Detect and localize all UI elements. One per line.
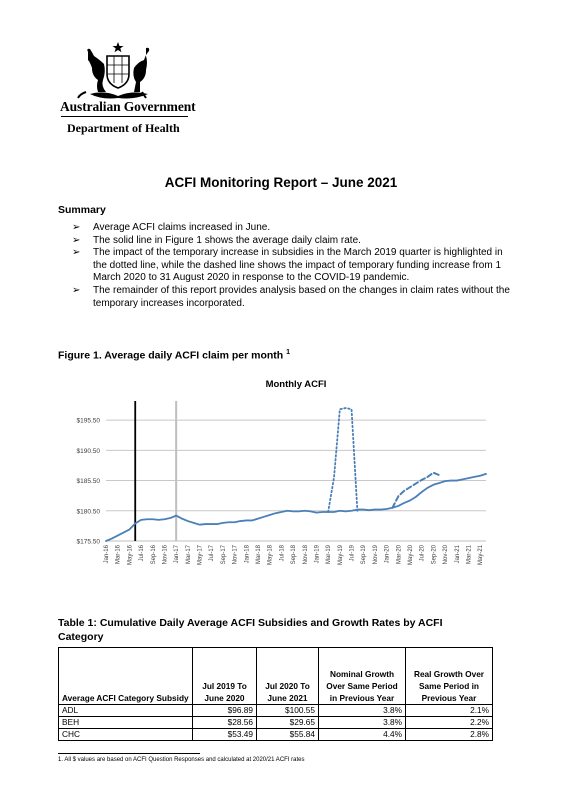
figure-caption-text: Figure 1. Average daily ACFI claim per month — [58, 349, 284, 362]
x-tick-label: Jan-19 — [314, 545, 321, 564]
column-header: Jul 2020 To June 2021 — [257, 648, 319, 705]
y-tick-label: $190.50 — [76, 447, 100, 455]
y-tick-label: $175.50 — [76, 538, 100, 546]
x-tick-label: Jul-20 — [419, 545, 426, 562]
summary-heading: Summary — [58, 204, 106, 216]
table-cell: CHC — [59, 729, 193, 741]
x-tick-label: May-17 — [197, 545, 204, 566]
x-tick-label: Mar-21 — [466, 545, 473, 565]
x-tick-label: Jan-16 — [104, 545, 110, 564]
x-tick-label: May-20 — [408, 545, 414, 566]
table-cell: $28.56 — [193, 717, 257, 729]
table-row — [59, 717, 493, 729]
table-cell: $55.84 — [257, 729, 319, 741]
table-cell: BEH — [59, 717, 193, 729]
x-tick-label: Mar-17 — [185, 545, 192, 565]
x-tick-label: May-18 — [267, 545, 274, 566]
x-tick-label: Jan-20 — [384, 545, 391, 564]
x-tick-label: Mar-20 — [396, 545, 403, 565]
summary-bullet-text: Average ACFI claims increased in June. — [93, 222, 271, 233]
y-tick-label: $185.50 — [76, 478, 100, 486]
chart-svg — [76, 375, 516, 580]
footnote: 1. All $ values are based on ACFI Question Responses and calculated at 2020/21 ACFI rates — [58, 757, 305, 763]
table-cell: 3.8% — [319, 705, 406, 717]
x-tick-label: Nov-16 — [162, 545, 169, 565]
x-tick-label: Sep-17 — [220, 545, 227, 565]
x-tick-label: Nov-19 — [372, 545, 379, 565]
y-tick-label: $195.50 — [76, 417, 100, 425]
figure-caption — [58, 349, 290, 362]
chart-title: Monthly ACFI — [265, 379, 327, 390]
x-tick-label: May-16 — [127, 545, 134, 566]
table-title: Table 1: Cumulative Daily Average ACFI Subsidies and Growth Rates by ACFI Category — [58, 617, 443, 643]
series-line-dotted — [328, 408, 357, 512]
summary-bullet-text: The remainder of this report provides analysis based on the changes in claim rates without the temporary increases incorporated. — [93, 284, 510, 309]
arrow-bullet-icon: ➢ — [72, 247, 81, 259]
series-line-solid — [106, 474, 486, 541]
report-title: ACFI Monitoring Report – June 2021 — [164, 175, 398, 190]
government-name: Australian Government — [60, 99, 196, 114]
x-tick-label: Jan-17 — [174, 545, 181, 564]
table-row — [59, 705, 493, 717]
summary-bullet-list — [72, 222, 512, 310]
arrow-bullet-icon: ➢ — [72, 284, 81, 296]
table-header-row — [59, 648, 493, 705]
summary-bullet-text: The impact of the temporary increase in subsidies in the March 2019 quarter is highlighted in the dotted line, while the dashed line shows the impact of temporary funding increase from 1 March 2020 to 31 August 2020 in response to the COVID-19 pandemic. — [93, 247, 503, 284]
department-name: Department of Health — [67, 121, 180, 135]
table-cell: ADL — [59, 705, 193, 717]
x-tick-label: Jul-17 — [209, 545, 216, 562]
x-tick-label: Jan-21 — [454, 545, 461, 564]
x-tick-label: Mar-16 — [115, 545, 122, 565]
x-tick-label: Jul-16 — [139, 545, 146, 562]
table-cell: 3.8% — [319, 717, 406, 729]
monthly-acfi-chart — [76, 375, 516, 580]
summary-bullet — [72, 247, 512, 285]
table-cell: 2.1% — [406, 705, 493, 717]
summary-bullet — [72, 285, 512, 310]
table-cell: $53.49 — [193, 729, 257, 741]
arrow-bullet-icon: ➢ — [72, 222, 81, 233]
column-header: Nominal Growth Over Same Period in Previous Year — [319, 648, 406, 705]
x-tick-label: Jan-18 — [244, 545, 251, 564]
coat-of-arms-logo — [76, 40, 160, 102]
table-cell: $29.65 — [257, 717, 319, 729]
table-cell: 2.2% — [406, 717, 493, 729]
table-cell: $96.89 — [193, 705, 257, 717]
column-header: Average ACFI Category Subsidy — [59, 648, 193, 705]
x-tick-label: Jul-18 — [279, 545, 286, 562]
x-tick-label: Nov-18 — [302, 545, 309, 565]
x-tick-label: Nov-20 — [443, 545, 450, 565]
x-tick-label: Sep-20 — [431, 545, 438, 565]
table-cell: 4.4% — [319, 729, 406, 741]
acfi-subsidy-table — [58, 647, 493, 741]
series-line-dashed — [392, 473, 439, 508]
summary-bullet — [72, 222, 512, 235]
figure-caption-footnote-ref: 1 — [286, 349, 291, 356]
table-row — [59, 729, 493, 741]
x-tick-label: Mar-18 — [256, 545, 262, 565]
summary-bullet-text: The solid line in Figure 1 shows the average daily claim rate. — [93, 234, 361, 246]
arrow-bullet-icon: ➢ — [72, 234, 81, 246]
x-tick-label: May-21 — [478, 545, 485, 566]
column-header: Real Growth Over Same Period in Previous Year — [406, 648, 493, 705]
x-tick-label: Sep-16 — [150, 545, 157, 565]
x-tick-label: Jul-19 — [349, 545, 356, 562]
footnote-divider — [58, 753, 200, 754]
table-cell: 2.8% — [406, 729, 493, 741]
column-header: Jul 2019 To June 2020 — [193, 648, 257, 705]
x-tick-label: Mar-19 — [326, 545, 333, 565]
x-tick-label: Sep-18 — [291, 545, 298, 565]
table-cell: $100.55 — [257, 705, 319, 717]
y-tick-label: $180.50 — [76, 508, 100, 516]
x-tick-label: Nov-17 — [232, 545, 239, 565]
x-tick-label: May-19 — [337, 545, 344, 566]
summary-bullet — [72, 235, 512, 248]
x-tick-label: Sep-19 — [361, 545, 368, 565]
header-divider — [61, 116, 188, 117]
